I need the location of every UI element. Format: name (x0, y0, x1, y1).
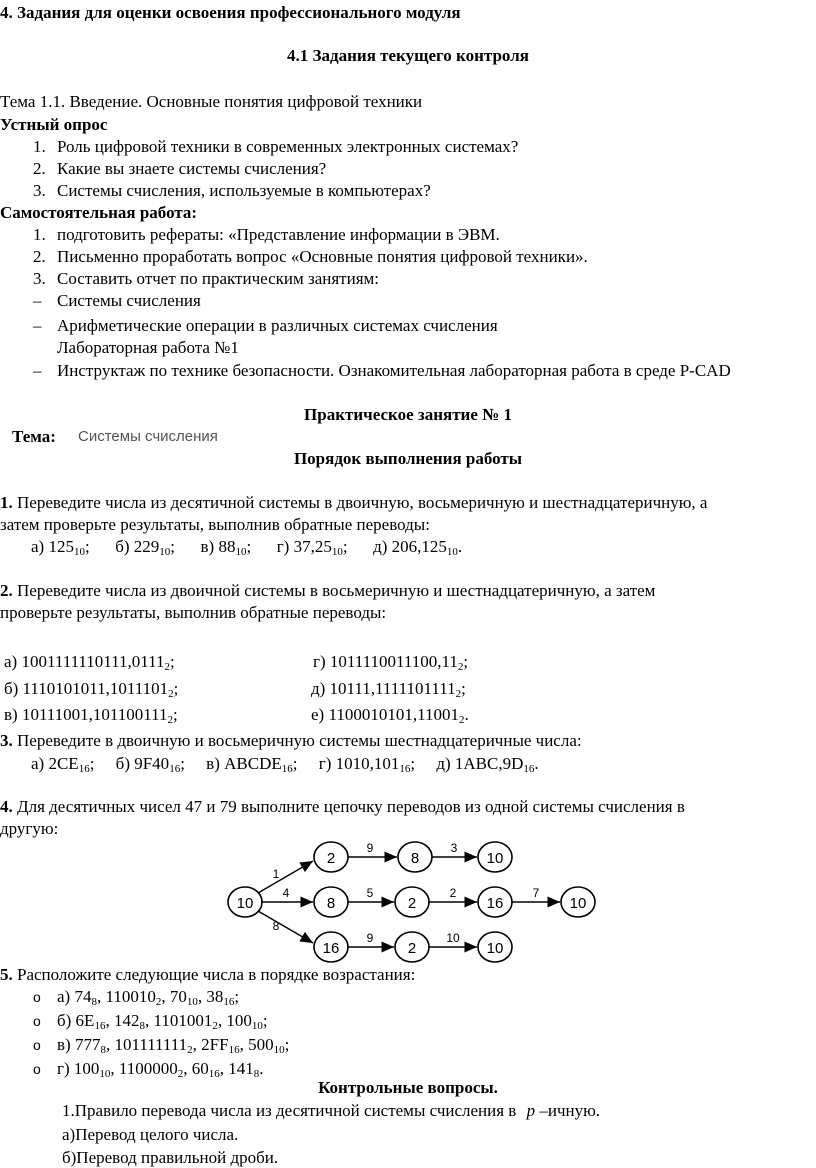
node-label: 2 (326, 850, 336, 867)
task-5-row: г) $100_{10}$, $1100000_2$, $60_{16}$, $141_8$. (57, 1059, 264, 1080)
edge-label: 7 (532, 886, 540, 900)
node-label: 8 (410, 850, 420, 867)
number-item: а) $125_{10}$; (31, 537, 90, 558)
task-2-text: проверьте результаты, выполнив обратные переводы: (0, 603, 387, 622)
number-item: б) $9F40_{16}$; (115, 754, 185, 775)
number-item: в) $ABCDE_{16}$; (206, 754, 298, 775)
edge-label: 3 (450, 841, 458, 855)
number-item: б) $229_{10}$; (115, 537, 175, 558)
section-heading: 4. Задания для оценки освоения профессионального модуля (0, 3, 461, 22)
task-1-text: затем проверьте результаты, выполнив обратные переводы: (0, 515, 430, 534)
self-work-heading: Самостоятельная работа: (0, 203, 198, 222)
order-title: Порядок выполнения работы (293, 449, 523, 468)
task-5-row: а) $74_8$, $110010_2$, $70_{10}$, $38_{16}$; (57, 987, 240, 1008)
task-4-text: 4. Для десятичных чисел 47 и 79 выполните цепочку переводов из одной системы счисления в (0, 797, 685, 816)
node-label: 2 (407, 940, 417, 957)
number-item: г) $1010,101_{16}$; (318, 754, 416, 775)
oral-item: 3. Системы счисления, используемые в компьютерах? (33, 181, 431, 200)
number-item: д) $206,125_{10}$. (373, 537, 463, 558)
control-subquestion: а)Перевод целого числа. (62, 1125, 239, 1144)
oral-heading: Устный опрос (0, 115, 108, 134)
task-5-row: в) $777_8$, $101111111_2$, $2FF_{16}$, $500_{10}$; (57, 1035, 290, 1056)
report-item: – Арифметические операции в различных системах счисления (33, 316, 498, 335)
task-2-text: 2. Переведите числа из двоичной системы в восьмеричную и шестнадцатеричную, а затем (0, 581, 656, 600)
number-item: д) $1ABC,9D_{16}$. (436, 754, 539, 775)
number-item: а) $1001111110111,0111_2$; (4, 652, 175, 673)
number-item: е) $1100010101,11001_2$. (311, 705, 469, 726)
bullet-icon: o (33, 1013, 41, 1029)
edge-label: 4 (282, 886, 290, 900)
number-item: в) $10111001,101100111_2$; (4, 705, 178, 726)
report-item-continuation: Лабораторная работа №1 (57, 338, 239, 357)
number-item: а) $2CE_{16}$; (31, 754, 95, 775)
practical-title: Практическое занятие № 1 (304, 405, 512, 424)
oral-item: 2. Какие вы знаете системы счисления? (33, 159, 327, 178)
topic-value: Системы счисления (78, 428, 218, 445)
node-label: 16 (322, 940, 340, 957)
bullet-icon: o (33, 989, 41, 1005)
number-item: в) $88_{10}$; (200, 537, 252, 558)
task-5-text: 5. Расположите следующие числа в порядке возрастания: (0, 965, 416, 984)
task-4-text: другую: (0, 819, 59, 838)
topic-label: Тема: (12, 427, 56, 446)
oral-item: 1. Роль цифровой техники в современных электронных системах? (33, 137, 519, 156)
edge-label: 9 (366, 841, 374, 855)
number-item: б) $1110101011,1011101_2$; (4, 679, 179, 700)
edge-label: 8 (272, 919, 280, 933)
number-item: д) $10111,1111101111_2$; (311, 679, 466, 700)
topic-title: Тема 1.1. Введение. Основные понятия цифровой техники (0, 92, 423, 111)
edge-label: 1 (272, 867, 280, 881)
control-subquestion: б)Перевод правильной дроби. (62, 1148, 279, 1167)
task-3-text: 3. Переведите в двоичную и восьмеричную системы шестнадцатеричные числа: (0, 731, 582, 750)
number-item: г) $37,25_{10}$; (276, 537, 348, 558)
node-label: 10 (486, 940, 504, 957)
number-item: г) $1011110011100,11_2$; (313, 652, 469, 673)
node-label: 10 (236, 895, 254, 912)
edge-label: 10 (446, 931, 460, 945)
node-label: 10 (486, 850, 504, 867)
edge-label: 9 (366, 931, 374, 945)
task-5-row: б) $6E_{16}$, $142_8$, $1101001_2$, $100_{10}$; (57, 1011, 268, 1032)
report-item: – Системы счисления (33, 291, 201, 310)
subsection-heading: 4.1 Задания текущего контроля (287, 46, 529, 65)
node-label: 8 (326, 895, 336, 912)
edge-label: 2 (449, 886, 457, 900)
self-work-item: 1. подготовить рефераты: «Представление информации в ЭВМ. (33, 225, 500, 244)
node-label: 10 (569, 895, 587, 912)
edge-label: 5 (366, 886, 374, 900)
edge-arrow (258, 911, 313, 943)
self-work-item: 3. Составить отчет по практическим занятиям: (33, 269, 380, 288)
control-questions-heading: Контрольные вопросы. (318, 1078, 498, 1097)
bullet-icon: o (33, 1037, 41, 1053)
task-1-text: 1. Переведите числа из десятичной системы в двоичную, восьмеричную и шестнадцатеричную, а (0, 493, 708, 512)
control-question: 1.Правило перевода числа из десятичной системы счисления в p –ичную. (62, 1101, 601, 1120)
node-label: 16 (486, 895, 504, 912)
report-item: – Инструктаж по технике безопасности. Ознакомительная лабораторная работа в среде P-CAD (33, 361, 731, 380)
bullet-icon: o (33, 1061, 41, 1077)
node-label: 2 (407, 895, 417, 912)
self-work-item: 2. Письменно проработать вопрос «Основные понятия цифровой техники». (33, 247, 588, 266)
